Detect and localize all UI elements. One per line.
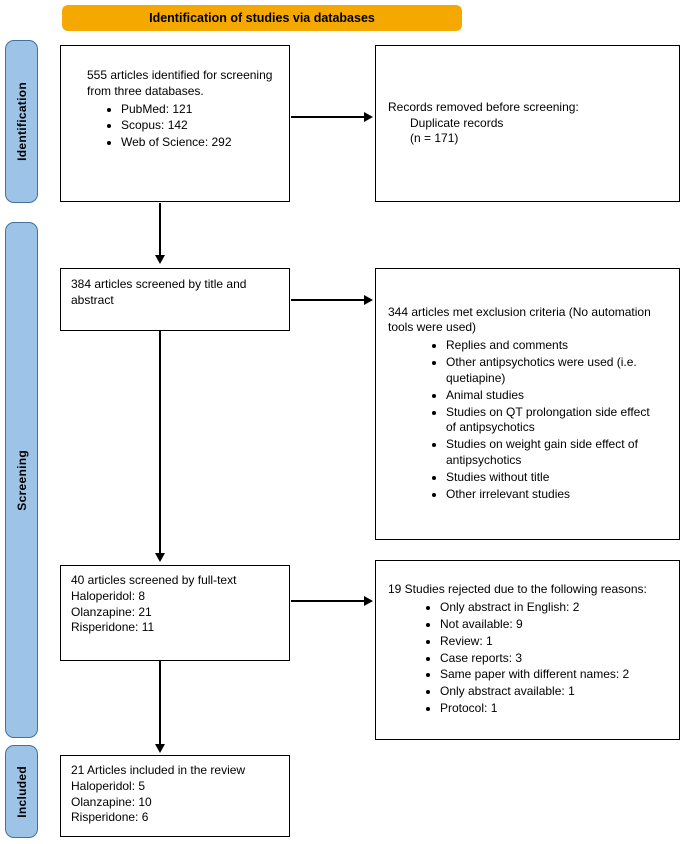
box-included-line: 21 Articles included in the review	[71, 763, 246, 777]
box-screened-title-abstract	[60, 268, 290, 331]
bullet-item: • Replies and comments	[446, 338, 657, 354]
arrow-screened-to-fulltext	[159, 331, 161, 553]
arrow-fulltext-to-rejected	[291, 600, 364, 602]
stage-screening-label: Screening	[14, 449, 29, 511]
bullet-item: • Case reports: 3	[440, 651, 657, 667]
box-fulltext-line: Haloperidol: 8	[71, 588, 146, 603]
arrow-fulltext-to-included	[159, 661, 161, 744]
box-exclusion-bullets	[388, 338, 657, 503]
bullet-item: • Same paper with different names: 2	[440, 667, 657, 683]
arrow-fulltext-to-included-head	[155, 744, 165, 753]
bullet-item: • Web of Science: 292	[121, 135, 277, 151]
box-rejected-bullets	[388, 600, 657, 718]
box-fulltext-line: 40 articles screened by full-text	[71, 573, 237, 587]
bullet-item: • Other irrelevant studies	[446, 487, 657, 503]
banner-title: Identification of studies via databases	[62, 5, 462, 31]
bullet-item: • Studies on QT prolongation side effect of antipsychotics	[446, 405, 657, 437]
box-included-line: Olanzapine: 10	[71, 794, 152, 809]
bullet-item: • Review: 1	[440, 634, 657, 650]
box-fulltext-screened	[60, 565, 290, 661]
box-identified-intro: 555 articles identified for screening from three databases.	[87, 68, 273, 98]
bullet-item: • Scopus: 142	[121, 118, 277, 134]
bullet-item: • Only abstract in English: 2	[440, 600, 657, 616]
stage-included-label: Included	[14, 765, 29, 818]
box-rejected-intro: 19 Studies rejected due to the following reasons:	[388, 582, 647, 597]
arrow-identified-to-removed-head	[364, 112, 373, 122]
bullet-item: • Studies without title	[446, 470, 657, 486]
box-included-review	[60, 755, 290, 837]
arrow-identified-to-screened-head	[155, 255, 165, 264]
arrow-identified-to-screened	[159, 203, 161, 255]
box-records-removed-line: Duplicate records	[410, 115, 504, 130]
stage-identification-label: Identification	[14, 82, 29, 161]
box-rejected-reasons	[375, 560, 680, 740]
arrow-screened-to-excluded-head	[364, 295, 373, 305]
arrow-identified-to-removed	[291, 116, 364, 118]
box-fulltext-line: Olanzapine: 21	[71, 604, 152, 619]
stage-screening	[5, 222, 38, 738]
bullet-item: • Protocol: 1	[440, 701, 657, 717]
box-records-removed-title: Records removed before screening:	[388, 99, 579, 114]
box-included-line: Haloperidol: 5	[71, 778, 146, 793]
stage-included	[5, 745, 38, 838]
arrow-fulltext-to-rejected-head	[364, 596, 373, 606]
bullet-item: • Animal studies	[446, 388, 657, 404]
box-records-removed	[375, 45, 680, 202]
arrow-screened-to-fulltext-head	[155, 553, 165, 562]
box-screened-text: 384 articles screened by title and abstract	[71, 277, 247, 307]
arrow-screened-to-excluded	[291, 299, 364, 301]
bullet-item: • Not available: 9	[440, 617, 657, 633]
box-exclusion-criteria	[375, 268, 680, 540]
bullet-item: • PubMed: 121	[121, 102, 277, 118]
stage-identification	[5, 40, 38, 203]
bullet-item: • Studies on weight gain side effect of antipsychotics	[446, 437, 657, 469]
box-included-line: Risperidone: 6	[71, 810, 149, 825]
box-exclusion-intro: 344 articles met exclusion criteria (No automation tools were used)	[388, 304, 651, 335]
box-fulltext-line: Risperidone: 11	[71, 620, 155, 635]
box-identified-bullets	[87, 102, 277, 151]
bullet-item: • Only abstract available: 1	[440, 684, 657, 700]
bullet-item: • Other antipsychotics were used (i.e. quetiapine)	[446, 355, 657, 387]
box-records-removed-line: (n = 171)	[410, 131, 459, 146]
box-identified	[60, 45, 290, 202]
